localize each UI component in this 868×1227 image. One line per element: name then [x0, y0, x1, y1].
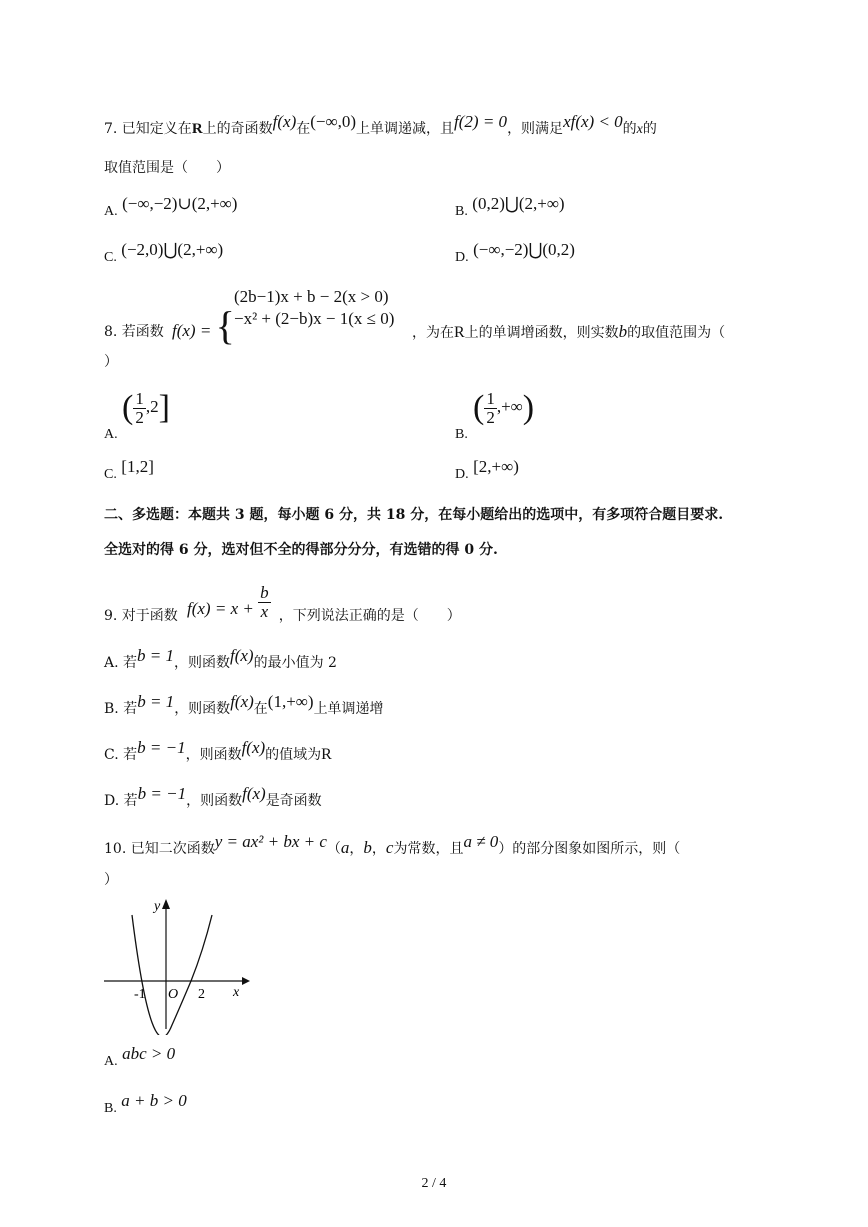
q10-parabola-graph	[100, 895, 260, 1035]
q7-option-c[interactable]: C. (−2,0)⋃(2,+∞)	[104, 240, 224, 265]
q7-option-b[interactable]: B. (0,2)⋃(2,+∞)	[455, 194, 565, 219]
root-left-label: -1	[134, 987, 146, 1002]
q8-case-2: −x² + (2−b)x − 1(x ≤ 0)	[234, 309, 395, 328]
left-brace: {	[215, 303, 235, 348]
parabola-curve	[132, 915, 212, 1035]
q8-option-c[interactable]: C. [1,2]	[104, 457, 154, 482]
y-axis-label: y	[154, 899, 161, 914]
q10-stem-line1: 10. 已知二次函数y = ax² + bx + c（a，b，c为常数，且a ≠ 0）的部分图象如图所示，则（	[104, 832, 681, 857]
page-number: 2 / 4	[421, 1176, 447, 1191]
q10-option-b[interactable]: B. a + b > 0	[104, 1091, 187, 1116]
q7-fx: f(x)	[272, 112, 297, 131]
root-right-label: 2	[198, 987, 205, 1002]
q8-stem-rest: ，为在R上的单调增函数，则实数b的取值范围为（	[412, 322, 726, 341]
q8-option-d[interactable]: D. [2,+∞)	[455, 457, 519, 482]
q9-option-d[interactable]: D. 若b = −1，则函数f(x)是奇函数	[104, 784, 322, 809]
x-axis-label: x	[233, 985, 240, 1000]
q8-option-a[interactable]: A. ( $\frac{1}{2}$ ,2]	[104, 388, 170, 442]
q8-case-1: (2b−1)x + b − 2(x > 0)	[234, 287, 389, 306]
q10-stem-line2: ）	[104, 872, 118, 888]
section-heading-line1: 二、多选题：本题共 3 题，每小题 6 分，共 18 分，在每小题给出的选项中，有多项符合题目要求.	[104, 507, 724, 523]
real-set-symbol: R	[191, 121, 203, 137]
q9-option-a[interactable]: A. 若b = 1，则函数f(x)的最小值为 2	[104, 646, 337, 671]
x-axis-arrow	[242, 977, 250, 985]
q9-stem: 9. 对于函数 ，下列说法正确的是（ ）	[104, 608, 461, 624]
q7-inequality: xf(x) < 0	[563, 112, 623, 131]
q8-stem-prefix: 8. 若函数	[104, 324, 164, 340]
q9-option-c[interactable]: C. 若b = −1，则函数f(x)的值域为R	[104, 738, 332, 763]
q8-stem-line2: ）	[104, 354, 118, 370]
origin-label: O	[168, 987, 179, 1002]
q8-option-b[interactable]: B. ( $\frac{1}{2}$ ,+∞)	[455, 388, 535, 442]
q9-option-b[interactable]: B. 若b = 1，则函数f(x)在(1,+∞)上单调递增	[104, 692, 384, 717]
q7-option-a[interactable]: A. (−∞,−2)∪(2,+∞)	[104, 194, 238, 219]
q7-stem-line2: 取值范围是（ ）	[104, 160, 230, 176]
q7-f2: f(2) = 0	[454, 112, 508, 131]
section-heading-line2: 全选对的得 6 分，选对但不全的得部分分分，有选错的得 0 分.	[104, 542, 498, 558]
q8-piecewise: f(x) = { (2b−1)x + b − 2(x > 0) −x² + (2−b)x − 1(x ≤ 0)	[172, 287, 395, 348]
q10-option-a[interactable]: A. abc > 0	[104, 1044, 176, 1069]
q9-function: f(x) = x + $\frac{b}{x}$	[187, 583, 269, 621]
q7-option-d[interactable]: D. (−∞,−2)⋃(0,2)	[455, 240, 575, 265]
q7-interval: (−∞,0)	[310, 112, 357, 131]
y-axis-arrow	[162, 899, 170, 909]
q7-stem-line1: 7. 已知定义在R上的奇函数f(x)在(−∞,0)上单调递减，且f(2) = 0，则满足xf(x) < 0的x的	[104, 112, 657, 137]
